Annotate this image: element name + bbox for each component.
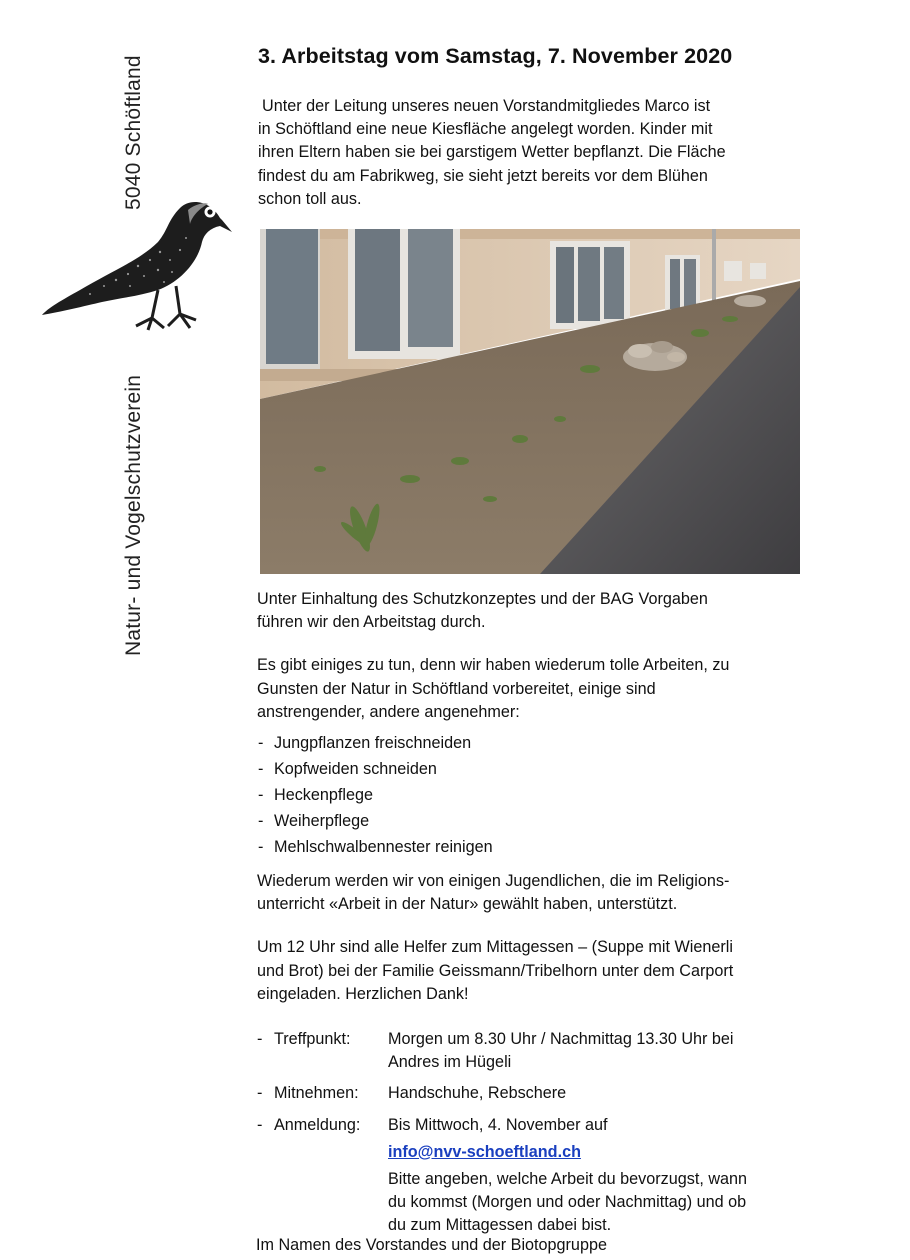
- meeting-value: Morgen um 8.30 Uhr / Nachmittag 13.30 Uhr bei: [388, 1030, 734, 1049]
- para2-line: Es gibt einiges zu tun, denn wir haben wiederum tolle Arbeiten, zu: [257, 656, 730, 675]
- intro-line: ihren Eltern haben sie bei garstigem Wetter bepflanzt. Die Fläche: [258, 143, 726, 162]
- intro-line: schon toll aus.: [258, 189, 362, 208]
- org-name-vertical: Natur- und Vogelschutzverein: [122, 374, 145, 656]
- intro-line: findest du am Fabrikweg, sie sieht jetzt bereits vor dem Blühen: [258, 166, 708, 185]
- list-item: - Weiherpflege: [257, 808, 817, 834]
- para2-line: Gunsten der Natur in Schöftland vorbereitet, einige sind: [257, 679, 656, 698]
- register-note: du kommst (Morgen und oder Nachmittag) und ob: [388, 1193, 747, 1212]
- para4-line: und Brot) bei der Familie Geissmann/Tribelhorn unter dem Carport: [257, 961, 734, 980]
- list-item: - Mehlschwalbennester reinigen: [257, 834, 817, 860]
- intro-paragraph: [258, 95, 816, 211]
- register-note: Bitte angeben, welche Arbeit du bevorzugst, wann: [388, 1170, 748, 1189]
- meeting-row: - Treffpunkt: Morgen um 8.30 Uhr / Nachmittag 13.30 Uhr bei Andres im Hügeli: [257, 1028, 817, 1074]
- register-row: - Anmeldung: Bis Mittwoch, 4. November auf info@nvv-schoeftland.ch Bitte angeben, welche Arbeit du bevorzugst, wann du kommst (Morgen und oder Nachmittag) und ob du zum Mittagessen dabei bist.: [257, 1114, 817, 1238]
- para3-line: Wiederum werden wir von einigen Jugendlichen, die im Religions-: [257, 872, 730, 891]
- page-title: 3. Arbeitstag vom Samstag, 7. November 2020: [258, 44, 733, 68]
- para1-line: führen wir den Arbeitstag durch.: [257, 613, 486, 632]
- register-note: du zum Mittagessen dabei bist.: [388, 1216, 612, 1235]
- para2-line: anstrengender, andere angenehmer:: [257, 702, 520, 721]
- bring-value: Handschuhe, Rebschere: [388, 1084, 567, 1103]
- intro-line: in Schöftland eine neue Kiesfläche angelegt worden. Kinder mit: [258, 120, 713, 139]
- town-vertical: 5040 Schöftland: [122, 55, 145, 210]
- intro-line: Unter der Leitung unseres neuen Vorstandmitgliedes Marco ist: [262, 97, 711, 115]
- para4-line: eingeladen. Herzlichen Dank!: [257, 984, 469, 1003]
- bring-row: - Mitnehmen: Handschuhe, Rebschere: [257, 1082, 817, 1105]
- meeting-label: Treffpunkt:: [274, 1030, 351, 1049]
- para4-line: Um 12 Uhr sind alle Helfer zum Mittagessen – (Suppe mit Wienerli: [257, 938, 733, 957]
- main-content: [256, 44, 816, 211]
- list-item: - Kopfweiden schneiden: [257, 756, 817, 782]
- body-text: [257, 588, 817, 1246]
- meeting-value: Andres im Hügeli: [388, 1053, 512, 1072]
- para1-line: Unter Einhaltung des Schutzkonzeptes und der BAG Vorgaben: [257, 590, 708, 608]
- task-list: [257, 730, 817, 860]
- register-label: Anmeldung:: [274, 1115, 361, 1134]
- gravel-bed-photo: [260, 229, 800, 574]
- email-link[interactable]: info@nvv-schoeftland.ch: [388, 1142, 581, 1161]
- register-value: Bis Mittwoch, 4. November auf: [388, 1115, 608, 1134]
- bring-label: Mitnehmen:: [274, 1084, 359, 1103]
- list-item: - Jungpflanzen freischneiden: [257, 730, 817, 756]
- list-item: - Heckenpflege: [257, 782, 817, 808]
- footer-text: Im Namen des Vorstandes und der Biotopgruppe: [256, 1236, 607, 1254]
- info-block: [257, 1028, 817, 1238]
- para3-line: unterricht «Arbeit in der Natur» gewählt haben, unterstützt.: [257, 895, 678, 914]
- jackdaw-logo: [40, 190, 235, 340]
